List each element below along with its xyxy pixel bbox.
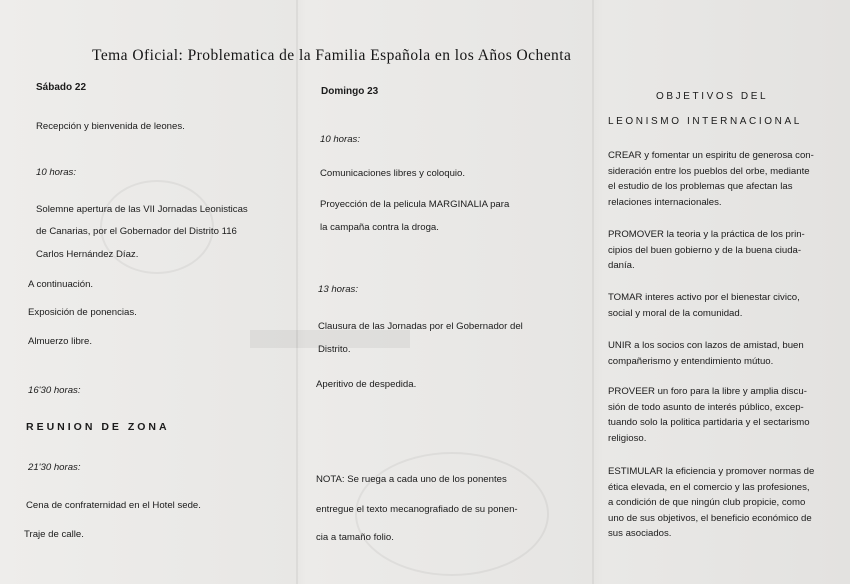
objective-line: el estudio de los problemas que afectan las xyxy=(608,181,793,192)
col1-line: A continuación. xyxy=(28,279,94,290)
col1-line: Solemne apertura de las VII Jornadas Leonisticas xyxy=(36,204,248,215)
objective-estimular xyxy=(608,464,814,542)
col2-time: 13 horas: xyxy=(318,284,359,295)
objective-line: sus asociados. xyxy=(608,528,672,539)
col1-line: de Canarias, por el Gobernador del Distrito 116 xyxy=(36,226,237,237)
col2-line: Distrito. xyxy=(318,344,351,355)
col1-line: Recepción y bienvenida de leones. xyxy=(36,121,185,132)
col2-line: Clausura de las Jornadas por el Gobernador del xyxy=(318,321,523,332)
objective-line: compañerismo y entendimiento mútuo. xyxy=(608,355,774,367)
objective-unir xyxy=(608,338,804,369)
objective-line: sideración entre los pueblos del orbe, mediante xyxy=(608,165,810,177)
objective-proveer xyxy=(608,384,810,446)
fold-line-left xyxy=(296,0,298,584)
col1-heading: REUNION DE ZONA xyxy=(26,421,170,433)
page-title: Tema Oficial: Problematica de la Familia Española en los Años Ochenta xyxy=(92,47,572,64)
col3-heading: LEONISMO INTERNACIONAL xyxy=(608,116,802,127)
col1-time: 10 horas: xyxy=(36,167,77,178)
objective-line: UNIR a los socios con lazos de amistad, buen xyxy=(608,340,804,351)
objective-line: sión de todo asunto de interés público, excep- xyxy=(608,401,804,413)
col1-line: Carlos Hernández Díaz. xyxy=(36,249,139,260)
col2-line: Aperitivo de despedida. xyxy=(316,379,417,390)
col2-note: NOTA: Se ruega a cada uno de los ponentes xyxy=(316,474,507,485)
objective-line: ética elevada, en el comercio y las profesiones, xyxy=(608,481,810,493)
col1-day: Sábado 22 xyxy=(36,82,87,93)
col2-note: cia a tamaño folio. xyxy=(316,532,394,543)
col1-time: 16'30 horas: xyxy=(28,385,81,396)
fold-line-right xyxy=(592,0,594,584)
objective-line: uno de sus objetivos, el beneficio económico de xyxy=(608,512,812,524)
col1-line: Traje de calle. xyxy=(24,529,84,540)
col3-heading: OBJETIVOS DEL xyxy=(656,91,769,102)
col2-line: Comunicaciones libres y coloquio. xyxy=(320,168,466,179)
objective-line: danía. xyxy=(608,260,635,271)
objective-line: tuando solo la politica partidaria y el sectarismo xyxy=(608,417,810,428)
objective-promover xyxy=(608,227,805,274)
objective-line: PROMOVER la teoria y la práctica de los prin- xyxy=(608,229,805,240)
objective-tomar xyxy=(608,290,800,321)
col1-line: Cena de confraternidad en el Hotel sede. xyxy=(26,500,201,511)
objective-line: CREAR y fomentar un espiritu de generosa con- xyxy=(608,150,814,161)
col2-day: Domingo 23 xyxy=(321,86,379,97)
objective-line: religioso. xyxy=(608,432,647,444)
objective-line: social y moral de la comunidad. xyxy=(608,307,743,319)
col2-time: 10 horas: xyxy=(320,134,361,145)
objective-line: TOMAR interes activo por el bienestar civico, xyxy=(608,292,800,303)
col1-line: Exposición de ponencias. xyxy=(28,307,137,318)
objective-line: relaciones internacionales. xyxy=(608,196,722,208)
col1-line: Almuerzo libre. xyxy=(28,336,92,347)
col1-time: 21'30 horas: xyxy=(28,462,81,473)
col2-line: la campaña contra la droga. xyxy=(320,222,439,233)
col2-note: entregue el texto mecanografiado de su ponen- xyxy=(316,504,518,515)
col2-line: Proyección de la pelicula MARGINALIA para xyxy=(320,199,510,210)
objective-line: a condición de que ningún club propicie, como xyxy=(608,497,806,508)
objective-line: ESTIMULAR la eficiencia y promover normas de xyxy=(608,466,815,477)
objective-crear xyxy=(608,148,814,210)
objective-line: PROVEER un foro para la libre y amplia discu- xyxy=(608,386,807,397)
objective-line: cipios del buen gobierno y de la buena ciuda- xyxy=(608,244,802,256)
